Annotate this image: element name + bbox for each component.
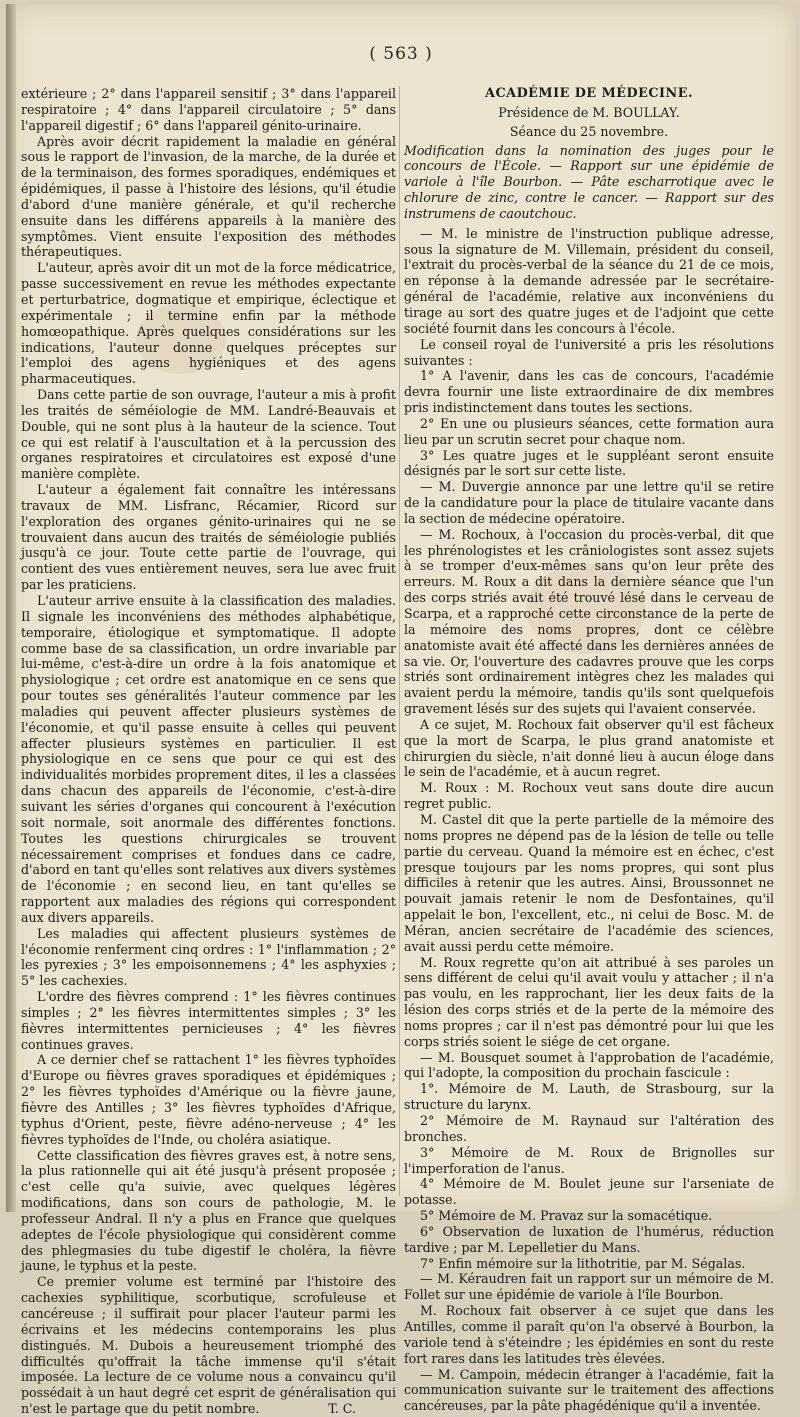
paragraph: L'auteur a également fait connaître les intéressans travaux de MM. Lisfranc, Récamier, Ricord sur l'exploration des organes génito-urinaires qui ne se trouvaient dans aucun des traités de séméiologie publiés jusqu'à ce jour. Toute cette partie de l'ouvrage, qui contient des vues entièrement neuves, sera lue avec fruit par les praticiens. <box>21 482 396 593</box>
paragraph: — M. Rochoux, à l'occasion du procès-verbal, dit que les phrénologistes et les crâniologistes sont assez sujets à se tromper d'eux-mêmes sans qu'on leur prête des erreurs. M. Roux a dit dans la dernière séance que l'un des corps striés avait été trouvé lésé dans le cerveau de Scarpa, et a rapproché cette circonstance de la perte de la mémoire des noms propres, dont ce célèbre anatomiste avait été affecté dans les dernières années de sa vie. Or, l'ouverture des cadavres prouve que les corps striés sont ordinairement intègres chez les malades qui avaient perdu la mémoire, tandis qu'ils sont quelquefois gravement lésés sur des sujets qui l'avaient conservée. <box>404 526 774 717</box>
paragraph: 3° Mémoire de M. Roux de Brignolles sur l'imperforation de l'anus. <box>404 1144 774 1176</box>
left-column <box>21 86 396 1417</box>
paragraph: 1° A l'avenir, dans les cas de concours, l'académie devra fournir une liste extraordinaire de dix membres pris indistinctement dans toutes les sections. <box>404 368 774 416</box>
signature: T. C. <box>328 1401 356 1417</box>
paragraph: — M. Campoin, médecin étranger à l'académie, fait la communication suivante sur le traitement des affections cancéreuses, par la pâte phagédénique qu'il a inventée. <box>404 1366 774 1414</box>
paragraph: L'auteur, après avoir dit un mot de la force médicatrice, passe successivement en revue les méthodes expectante et perturbatrice, dogmatique et empirique, éclectique et expérimentale ; il termine enfin par la méthode homœopathique. Après quelques considérations sur les indications, l'auteur donne quelques préceptes sur l'emploi des agens hygiéniques et des agens pharmaceutiques. <box>21 260 396 387</box>
paragraph: extérieure ; 2° dans l'appareil sensitif ; 3° dans l'appareil respiratoire ; 4° dans l'appareil circulatoire ; 5° dans l'appareil digestif ; 6° dans l'appareil génito-urinaire. <box>21 86 396 133</box>
paragraph: — M. Duvergie annonce par une lettre qu'il se retire de la candidature pour la place de titulaire vacante dans la section de médecine opératoire. <box>404 479 774 526</box>
paragraph: Dans cette partie de son ouvrage, l'auteur a mis à profit les traités de séméiologie de MM. Landré-Beauvais et Double, qui ne sont plus à la hauteur de la science. Tout ce qui est relatif à l'auscultation et à la percussion des organes respiratoires et circulatoires est exposé d'une manière complète. <box>21 387 396 482</box>
paragraph: 5° Mémoire de M. Pravaz sur la somacétique. <box>420 1208 713 1224</box>
paragraph: 4° Mémoire de M. Boulet jeune sur l'arseniate de potasse. <box>404 1176 774 1208</box>
paragraph: Le conseil royal de l'université a pris les résolutions suivantes : <box>404 336 774 368</box>
paragraph: Les maladies qui affectent plusieurs systèmes de l'économie renferment cinq ordres : 1° l'inflammation ; 2° les pyrexies ; 3° les empoisonnemens ; 4° les asphyxies ; 5° les cachexies. <box>21 925 396 989</box>
paragraph: 3° Les quatre juges et le suppléant seront ensuite désignés par le sort sur cette liste. <box>404 447 774 479</box>
paragraph: L'ordre des fièvres comprend : 1° les fièvres continues simples ; 2° les fièvres intermittentes simples ; 3° les fièvres intermittentes pernicieuses ; 4° les fièvres continues graves. <box>21 989 396 1052</box>
paragraph: A ce dernier chef se rattachent 1° les fièvres typhoïdes d'Europe ou fièvres graves sporadiques et épidémiques ; 2° les fièvres typhoïdes d'Amérique ou la fièvre jaune, fièvre des Antilles ; 3° les fièvres typhoïdes d'Afrique, typhus d'Orient, peste, fièvre adéno-nerveuse ; 4° les fièvres typhoïdes de l'Inde, ou choléra asiatique. <box>21 1052 396 1147</box>
paragraph: M. Castel dit que la perte partielle de la mémoire des noms propres ne dépend pas de la lésion de telle ou telle partie du cerveau. Quand la mémoire est en échec, c'est presque toujours par les noms propres, qui sont plus difficiles à retenir que les autres. Ainsi, Broussonnet ne pouvait jamais retenir le nom de Desfontaines, qu'il appelait le bon, l'excellent, etc., ni celui de Bosc. M. de Méran, ancien secrétaire de l'académie des sciences, avait aussi perdu cette mémoire. <box>404 811 774 954</box>
paragraph: Cette classification des fièvres graves est, à notre sens, la plus rationnelle qui ait été jusqu'à présent proposée ; c'est celle qu'a suivie, avec quelques légères modifications, dans son cours de pathologie, M. le professeur Andral. Il n'y a plus en France que quelques adeptes de l'école physiologique qui considèrent comme des phlegmasies du tube digestif le choléra, la fièvre jaune, le typhus et la peste. <box>21 1147 396 1274</box>
paragraph: — M. Bousquet soumet à l'approbation de l'académie, qui l'adopte, la composition du prochain fascicule : <box>404 1049 774 1081</box>
newspaper-page <box>6 4 796 1417</box>
paragraph: 7° Enfin mémoire sur la lithotritie, par M. Ségalas. <box>420 1255 746 1271</box>
right-column <box>404 86 774 1414</box>
paragraph: M. Roux : M. Rochoux veut sans doute dire aucun regret public. <box>404 780 774 812</box>
paragraph: — M. le ministre de l'instruction publique adresse, sous la signature de M. Villemain, président du conseil, l'extrait du procès-verbal de la séance du 21 de ce mois, en réponse à la demande adressée par le secrétaire-général de l'académie, relative aux inconvéniens du tirage au sort des quatre juges et de l'adjoint que cette société fournit dans les concours à l'école. <box>404 225 774 336</box>
binding-gutter <box>6 4 16 1212</box>
paragraph: Après avoir décrit rapidement la maladie en général sous le rapport de l'invasion, de la marche, de la durée et de la terminaison, des formes sporadiques, endémiques et épidémiques, il passe à l'histoire des lésions, qu'il étudie d'abord d'une manière générale, et qu'il recherche ensuite dans les différens appareils à la manière des symptômes. Vient ensuite l'exposition des méthodes thérapeutiques. <box>21 133 396 260</box>
session-summary: Modification dans la nomination des juges pour le concours de l'École. — Rapport sur une épidémie de variole à l'île Bourbon. — Pâte escharrotique avec le chlorure de zinc, contre le cancer. — Rapport sur des instrumens de caoutchouc. <box>404 142 774 221</box>
paragraph: Ce premier volume est terminé par l'histoire des cachexies syphilitique, scorbutique, scrofuleuse et cancéreuse ; il suffirait pour placer l'auteur parmi les écrivains et les médecins contemporains les plus distingués. M. Dubois a heureusement triomphé des difficultés qu'offrait la tâche immense qu'il s'était imposée. La lecture de ce volume nous a convaincu qu'il possédait à un haut degré cet esprit de généralisation qui n'est le partage que du petit nombre. <box>21 1274 396 1417</box>
paragraph: 2° En une ou plusieurs séances, cette formation aura lieu par un scrutin secret pour chaque nom. <box>404 415 774 447</box>
column-divider <box>399 86 400 1196</box>
paragraph: 6° Observation de luxation de l'humérus, réduction tardive ; par M. Lepelletier du Mans. <box>404 1223 774 1255</box>
paragraph: — M. Kéraudren fait un rapport sur un mémoire de M. Follet sur une épidémie de variole à l'île Bourbon. <box>404 1271 774 1303</box>
paragraph: M. Roux regrette qu'on ait attribué à ses paroles un sens différent de celui qu'il avait voulu y attacher ; il n'a pas voulu, en les rapprochant, lier les deux faits de la lésion des corps striés et de la perte de la mémoire des noms propres ; car il n'est pas démontré pour lui que les corps striés soient le siége de cet organe. <box>404 954 774 1049</box>
section-heading: ACADÉMIE DE MÉDECINE. <box>485 86 693 101</box>
paragraph: L'auteur arrive ensuite à la classification des maladies. Il signale les inconvéniens des méthodes alphabétique, temporaire, étiologique et symptomatique. Il adopte comme base de sa classification, un ordre invariable par lui-même, c'est-à-dire un ordre à la fois anatomique et physiologique ; cet ordre est anatomique en ce sens que pour toutes ses généralités l'auteur commence par les maladies qui peuvent affecter plusieurs systèmes de l'économie, et qu'il passe ensuite à celles qui peuvent affecter plusieurs systèmes en particulier. Il est physiologique en ce sens que pour ce qui est des individualités morbides proprement dites, il les a classées dans chacun des appareils de l'économie, c'est-à-dire suivant les séries d'organes qui concourent à l'exécution soit normale, soit anormale des différentes fonctions. Toutes les questions chirurgicales se trouvent nécessairement comprises et fondues dans ce cadre, d'abord en tant qu'elles sont relatives aux divers systèmes de l'économie ; en second lieu, en tant qu'elles se rapportent aux maladies des régions qui correspondent aux divers appareils. <box>21 593 396 925</box>
page-number: ( 563 ) <box>369 44 433 64</box>
paragraph: 1°. Mémoire de M. Lauth, de Strasbourg, sur la structure du larynx. <box>404 1081 774 1113</box>
paragraph: A ce sujet, M. Rochoux fait observer qu'il est fâcheux que la mort de Scarpa, le plus grand anatomiste et chirurgien du siècle, n'ait donné lieu à aucun éloge dans le sein de l'académie, et à aucun regret. <box>404 716 774 780</box>
session-date: Séance du 25 novembre. <box>509 123 669 139</box>
paragraph: M. Rochoux fait observer à ce sujet que dans les Antilles, comme il paraît qu'on l'a observé à Bourbon, la variole tend à s'éteindre ; les épidémies en sont du reste fort rares dans les latitudes très élevées. <box>404 1303 774 1366</box>
paragraph: 2° Mémoire de M. Raynaud sur l'altération des bronches. <box>404 1113 774 1144</box>
presidency-line: Présidence de M. BOULLAY. <box>498 104 680 120</box>
